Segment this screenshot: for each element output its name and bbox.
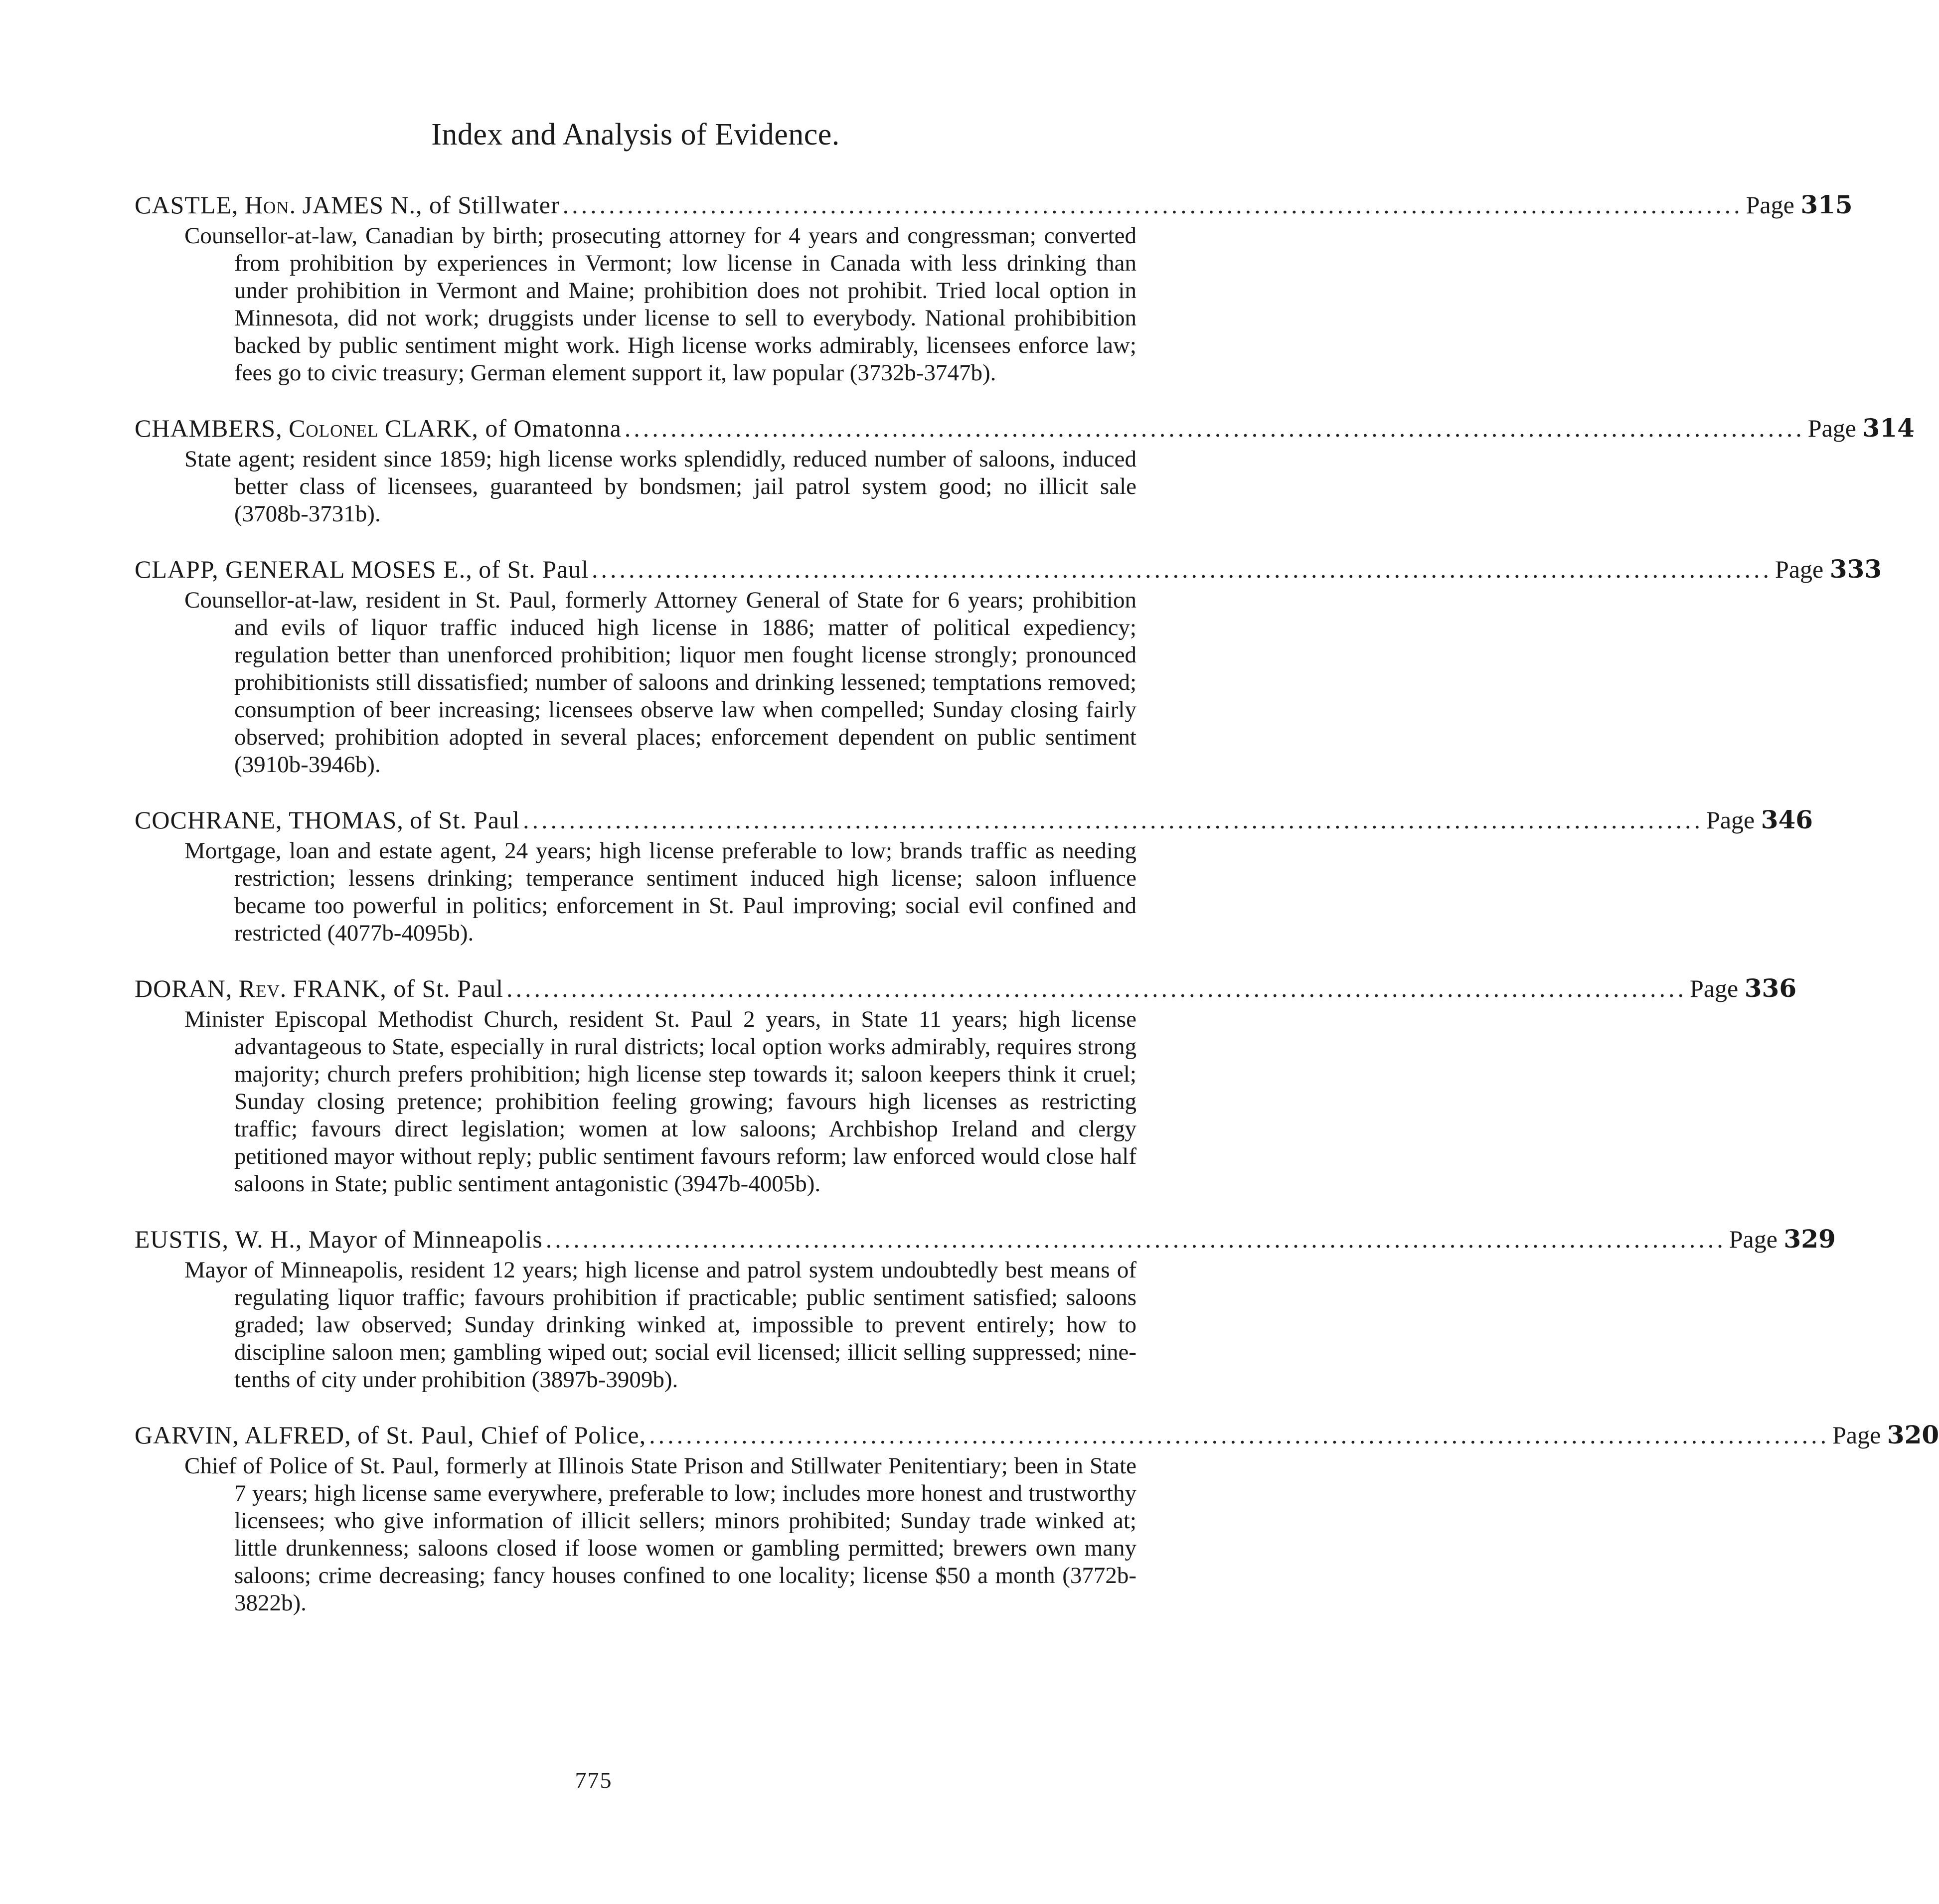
- page-label: Page: [1775, 555, 1824, 583]
- index-entry: [135, 804, 1813, 947]
- entry-summary: Mayor of Minneapolis, resident 12 years; high license and patrol system undoubtedly best means of regulating liquor traffic; favours prohibition if practicable; public sentiment satisfied; saloons graded; law observed; Sunday drinking winked at, impossible to prevent entirely; how to discipline saloon men; gambling wiped out; social evil licensed; illicit selling suppressed; nine-tenths of city under prohibition (3897b-3909b).: [184, 1257, 1136, 1393]
- entry-name: CASTLE,: [135, 191, 239, 219]
- entry-summary: Chief of Police of St. Paul, formerly at Illinois State Prison and Stillwater Penitentiary; been in State 7 years; high license same everywhere, preferable to low; includes more honest and trustworthy licensees; who give information of illicit sellers; minors prohibited; Sunday trade winked at; little drunkenness; saloons closed if loose women or gambling permitted; brewers own many saloons; crime decreasing; fancy houses confined to one locality; license $50 a month (3772b-3822b).: [184, 1453, 1136, 1616]
- entry-heading: [135, 189, 1853, 220]
- index-entry: [135, 1420, 1939, 1617]
- entry-heading: [135, 554, 1882, 585]
- entry-name-rest: of St. Paul, Chief of Police,: [357, 1421, 646, 1449]
- entry-name: GARVIN, ALFRED,: [135, 1421, 351, 1449]
- page-label: Page: [1832, 1421, 1881, 1449]
- index-entry: [135, 413, 1915, 528]
- dot-leader: ................................................................................................................................: [506, 974, 1687, 1002]
- footer-page-number: 775: [575, 1767, 613, 1793]
- page-reference: [1746, 189, 1853, 220]
- entry-summary: Minister Episcopal Methodist Church, resident St. Paul 2 years, in State 11 years; high license advantageous to State, especially in rural districts; local option works admirably, requires strong majority; church prefers prohibition; high license step towards it; saloon keepers think it cruel; Sunday closing pretence; prohibition feeling growing; favours high licenses as restricting traffic; favours direct legislation; women at low saloons; Archbishop Ireland and clergy petitioned mayor without reply; public sentiment favours reform; law enforced would close half saloons in State; public sentiment antagonistic (3947b-4005b).: [184, 1006, 1136, 1197]
- dot-leader: ................................................................................................................................: [649, 1421, 1830, 1449]
- page-label: Page: [1690, 974, 1739, 1002]
- index-entry: [135, 973, 1797, 1198]
- entry-name-rest: of St. Paul: [479, 555, 589, 583]
- index-page: [135, 115, 1939, 1643]
- entry-name-rest: CLARK, of Omatonna: [384, 414, 622, 442]
- entry-honorific: Colonel: [289, 414, 379, 442]
- dot-leader: ................................................................................................................................: [592, 555, 1773, 583]
- page-label: Page: [1807, 414, 1856, 442]
- index-entry: [135, 1224, 1836, 1394]
- entry-honorific: Rev.: [238, 974, 287, 1002]
- page-reference: [1706, 804, 1813, 835]
- index-entry: [135, 554, 1882, 779]
- entry-heading: [135, 804, 1813, 835]
- page-label: Page: [1706, 806, 1755, 834]
- dot-leader: ................................................................................................................................: [523, 806, 1704, 834]
- page-number: 336: [1744, 973, 1797, 1003]
- page-number: 346: [1761, 805, 1813, 834]
- entry-name: EUSTIS, W. H.,: [135, 1225, 303, 1253]
- page-number: 314: [1862, 413, 1915, 443]
- entry-name-rest: Mayor of Minneapolis: [308, 1225, 543, 1253]
- page-number: 329: [1783, 1224, 1836, 1254]
- entry-name: DORAN,: [135, 974, 233, 1002]
- page-reference: [1690, 973, 1796, 1004]
- entry-heading: [135, 1420, 1939, 1450]
- page-title: Index and Analysis of Evidence.: [431, 118, 840, 152]
- page-reference: [1808, 413, 1915, 444]
- page-reference: [1729, 1224, 1836, 1255]
- page-label: Page: [1729, 1225, 1777, 1253]
- entry-list: [135, 189, 1939, 1617]
- entry-summary: State agent; resident since 1859; high license works splendidly, reduced number of saloons, induced better class of licensees, guaranteed by bondsmen; jail patrol system good; no illicit sale (3708b-3731b).: [184, 446, 1136, 527]
- page-number: 320: [1887, 1420, 1939, 1449]
- entry-summary: Counsellor-at-law, resident in St. Paul, formerly Attorney General of State for 6 years; prohibition and evils of liquor traffic induced high license in 1886; matter of political expediency; regulation better than unenforced prohibition; liquor men fought license strongly; pronounced prohibitionists still dissatisfied; number of saloons and drinking lessened; temptations removed; consumption of beer increasing; licensees observe law when compelled; Sunday closing fairly observed; prohibition adopted in several places; enforcement dependent on public sentiment (3910b-3946b).: [184, 587, 1136, 778]
- entry-summary: Counsellor-at-law, Canadian by birth; prosecuting attorney for 4 years and congressman; converted from prohibition by experiences in Vermont; low license in Canada with less drinking than under prohibition in Vermont and Maine; prohibition does not prohibit. Tried local option in Minnesota, did not work; druggists under license to sell to everybody. National prohibibition backed by public sentiment might work. High license works admirably, licensees enforce law; fees go to civic treasury; German element support it, law popular (3732b-3747b).: [184, 223, 1136, 386]
- page-label: Page: [1746, 191, 1794, 219]
- entry-name-rest: FRANK, of St. Paul: [293, 974, 504, 1002]
- entry-heading: [135, 973, 1797, 1004]
- entry-name-rest: of St. Paul: [410, 806, 520, 834]
- entry-name-rest: JAMES N., of Stillwater: [302, 191, 560, 219]
- dot-leader: ................................................................................................................................: [545, 1225, 1726, 1253]
- entry-heading: [135, 413, 1915, 444]
- dot-leader: ................................................................................................................................: [562, 191, 1743, 219]
- page-reference: [1775, 554, 1882, 585]
- page-number: 333: [1829, 554, 1882, 584]
- page-reference: [1832, 1420, 1939, 1450]
- entry-honorific: Hon.: [244, 191, 297, 219]
- index-entry: [135, 189, 1853, 387]
- entry-name: CHAMBERS,: [135, 414, 283, 442]
- page-number: 315: [1800, 190, 1853, 219]
- entry-name: CLAPP, GENERAL MOSES E.,: [135, 555, 473, 583]
- entry-name: COCHRANE, THOMAS,: [135, 806, 404, 834]
- entry-summary: Mortgage, loan and estate agent, 24 years; high license preferable to low; brands traffic as needing restriction; lessens drinking; temperance sentiment induced high license; saloon influence became too powerful in politics; enforcement in St. Paul improving; social evil confined and restricted (4077b-4095b).: [184, 838, 1136, 946]
- dot-leader: ................................................................................................................................: [624, 414, 1805, 442]
- entry-heading: [135, 1224, 1836, 1255]
